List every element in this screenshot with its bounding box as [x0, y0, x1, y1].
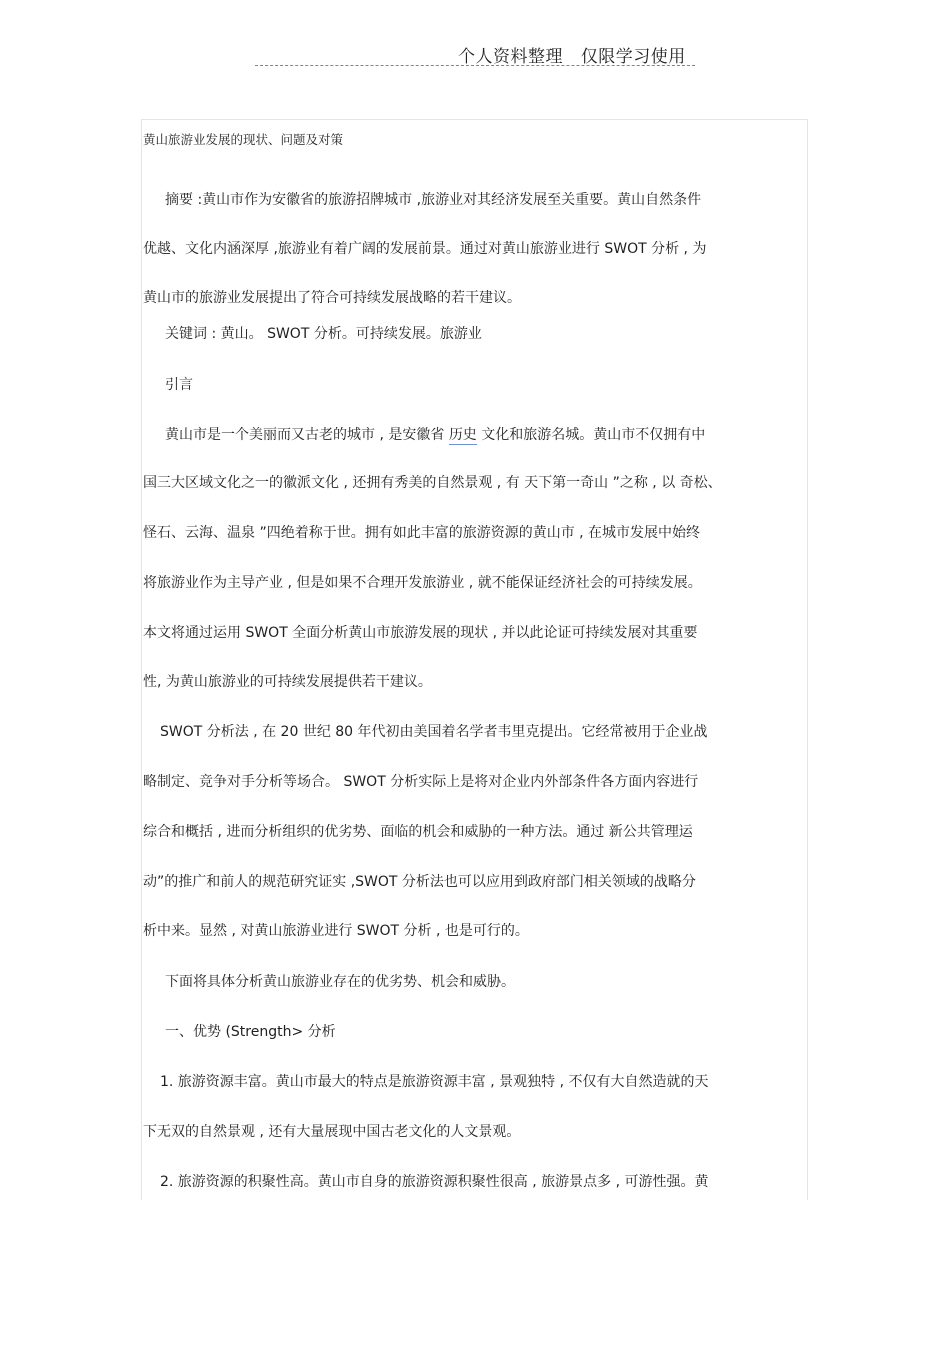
- abstract-line-1: 摘要 :黄山市作为安徽省的旅游招牌城市 ,旅游业对其经济发展至关重要。黄山自然条件: [165, 192, 702, 208]
- underlined-word: 历史: [448, 427, 477, 443]
- swot-line-4: 动”的推广和前人的规范研究证实 ,SWOT 分析法也可以应用到政府部门相关领域的战略分: [143, 874, 696, 890]
- swot-line-1: SWOT 分析法 , 在 20 世纪 80 年代初由美国着名学者韦里克提出。它经常被用于企业战: [160, 724, 708, 740]
- intro-line-1-part-a: 黄山市是一个美丽而又古老的城市 , 是安徽省: [165, 427, 449, 443]
- intro-line-3: 怪石、云海、温泉 ”四绝着称于世。拥有如此丰富的旅游资源的黄山市 , 在城市发展中始终: [143, 525, 701, 541]
- section-heading-intro: 引言: [165, 377, 193, 393]
- page-header: [255, 40, 695, 66]
- abstract-line-3: 黄山市的旅游业发展提出了符合可持续发展战略的若干建议。: [143, 290, 521, 306]
- intro-line-6: 性, 为黄山旅游业的可持续发展提供若干建议。: [143, 674, 432, 690]
- transition-line: 下面将具体分析黄山旅游业存在的优劣势、机会和威胁。: [165, 974, 515, 990]
- strength-item-2-line-1: 2. 旅游资源的积聚性高。黄山市自身的旅游资源积聚性很高 , 旅游景点多 , 可游性强。黄: [160, 1174, 709, 1190]
- section-heading-strength: 一、优势 (Strength> 分析: [165, 1024, 336, 1040]
- strength-item-1-line-2: 下无双的自然景观 , 还有大量展现中国古老文化的人文景观。: [143, 1124, 521, 1140]
- keywords-line: 关键词 : 黄山。 SWOT 分析。可持续发展。旅游业: [165, 326, 482, 342]
- intro-line-1: [165, 424, 705, 444]
- intro-line-1-part-b: 文化和旅游名城。黄山市不仅拥有中: [476, 427, 706, 443]
- abstract-line-2: 优越、文化内涵深厚 ,旅游业有着广阔的发展前景。通过对黄山旅游业进行 SWOT 分析 , 为: [143, 241, 707, 257]
- swot-line-3: 综合和概括 , 进而分析组织的优劣势、面临的机会和威胁的一种方法。通过 新公共管理运: [143, 824, 693, 840]
- intro-line-5: 本文将通过运用 SWOT 全面分析黄山市旅游发展的现状 , 并以此论证可持续发展对其重要: [143, 625, 698, 641]
- document-title: 黄山旅游业发展的现状、问题及对策: [143, 132, 344, 147]
- intro-line-2: 国三大区域文化之一的徽派文化 , 还拥有秀美的自然景观 , 有 天下第一奇山 ”之称 , 以 奇松、: [143, 475, 722, 491]
- header-text: 个人资料整理 仅限学习使用: [458, 47, 686, 67]
- intro-line-4: 将旅游业作为主导产业 , 但是如果不合理开发旅游业 , 就不能保证经济社会的可持续发展。: [143, 575, 702, 591]
- swot-line-5: 析中来。显然 , 对黄山旅游业进行 SWOT 分析 , 也是可行的。: [143, 923, 529, 939]
- swot-line-2: 略制定、竞争对手分析等场合。 SWOT 分析实际上是将对企业内外部条件各方面内容进行: [143, 774, 699, 790]
- strength-item-1-line-1: 1. 旅游资源丰富。黄山市最大的特点是旅游资源丰富 , 景观独特 , 不仅有大自然造就的天: [160, 1074, 709, 1090]
